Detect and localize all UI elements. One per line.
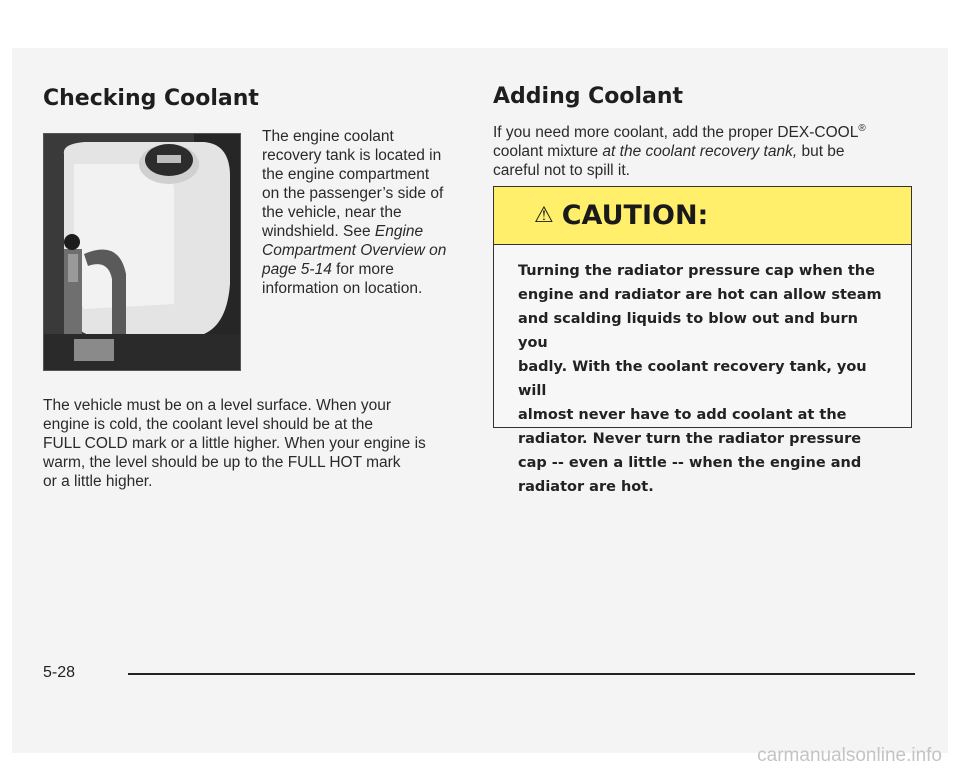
caution-line: and scalding liquids to blow out and burn you bbox=[518, 311, 858, 351]
cross-reference-page[interactable]: page 5-14 bbox=[262, 261, 332, 278]
watermark: carmanualsonline.info bbox=[757, 745, 942, 766]
coolant-tank-illustration bbox=[44, 134, 240, 370]
side-text: for more bbox=[331, 261, 394, 278]
paragraph-line: or a little higher. bbox=[43, 473, 153, 490]
side-line bbox=[262, 260, 446, 279]
dexcool-text: If you need more coolant, add the proper DEX-COOL bbox=[493, 124, 859, 142]
caution-line: Turning the radiator pressure cap when the bbox=[518, 263, 875, 279]
tank-location-text bbox=[262, 127, 446, 298]
but-be-text: but be bbox=[797, 143, 845, 161]
side-line bbox=[262, 241, 446, 260]
side-line: recovery tank is located in bbox=[262, 147, 442, 164]
footer-rule bbox=[128, 673, 915, 675]
caution-title: CAUTION: bbox=[561, 200, 709, 231]
paragraph-line: warm, the level should be up to the FULL HOT mark bbox=[43, 454, 401, 471]
warning-triangle-icon: ⚠ bbox=[534, 203, 554, 228]
coolant-tank-photo bbox=[43, 133, 241, 371]
adding-coolant-text bbox=[493, 119, 866, 180]
side-line: the engine compartment bbox=[262, 166, 430, 183]
adding-coolant-heading: Adding Coolant bbox=[493, 84, 684, 109]
paragraph-line bbox=[493, 142, 866, 161]
caution-line: engine and radiator are hot can allow steam bbox=[518, 287, 882, 303]
coolant-level-paragraph bbox=[43, 396, 426, 491]
side-line: on the passenger’s side of bbox=[262, 185, 444, 202]
checking-coolant-heading: Checking Coolant bbox=[43, 86, 259, 111]
side-line bbox=[262, 222, 446, 241]
caution-body bbox=[518, 259, 889, 499]
paragraph-line: engine is cold, the coolant level should be at the bbox=[43, 416, 374, 433]
side-line: The engine coolant bbox=[262, 128, 394, 145]
caution-line: radiator. Never turn the radiator pressure bbox=[518, 431, 862, 447]
paragraph-line: The vehicle must be on a level surface. When your bbox=[43, 397, 392, 414]
caution-box bbox=[493, 186, 912, 495]
tank-emphasis: at the coolant recovery tank, bbox=[602, 143, 798, 161]
side-line: information on location. bbox=[262, 280, 423, 297]
page-number: 5-28 bbox=[43, 664, 76, 681]
caution-line: radiator are hot. bbox=[518, 479, 654, 495]
paragraph-line bbox=[493, 119, 866, 142]
caution-line: cap -- even a little -- when the engine and bbox=[518, 455, 862, 471]
side-line: the vehicle, near the bbox=[262, 204, 402, 221]
paragraph-line: FULL COLD mark or a little higher. When your engine is bbox=[43, 435, 426, 452]
caution-line: badly. With the coolant recovery tank, you will bbox=[518, 359, 867, 399]
see-text: windshield. See bbox=[262, 223, 375, 240]
registered-mark: ® bbox=[858, 123, 866, 134]
cross-reference-link[interactable]: Engine bbox=[374, 223, 424, 240]
caution-line: almost never have to add coolant at the bbox=[518, 407, 847, 423]
paragraph-line: careful not to spill it. bbox=[493, 162, 630, 180]
cross-reference-link[interactable]: Compartment Overview on bbox=[262, 242, 447, 259]
mixture-text: coolant mixture bbox=[493, 143, 603, 161]
caution-header bbox=[494, 187, 911, 245]
